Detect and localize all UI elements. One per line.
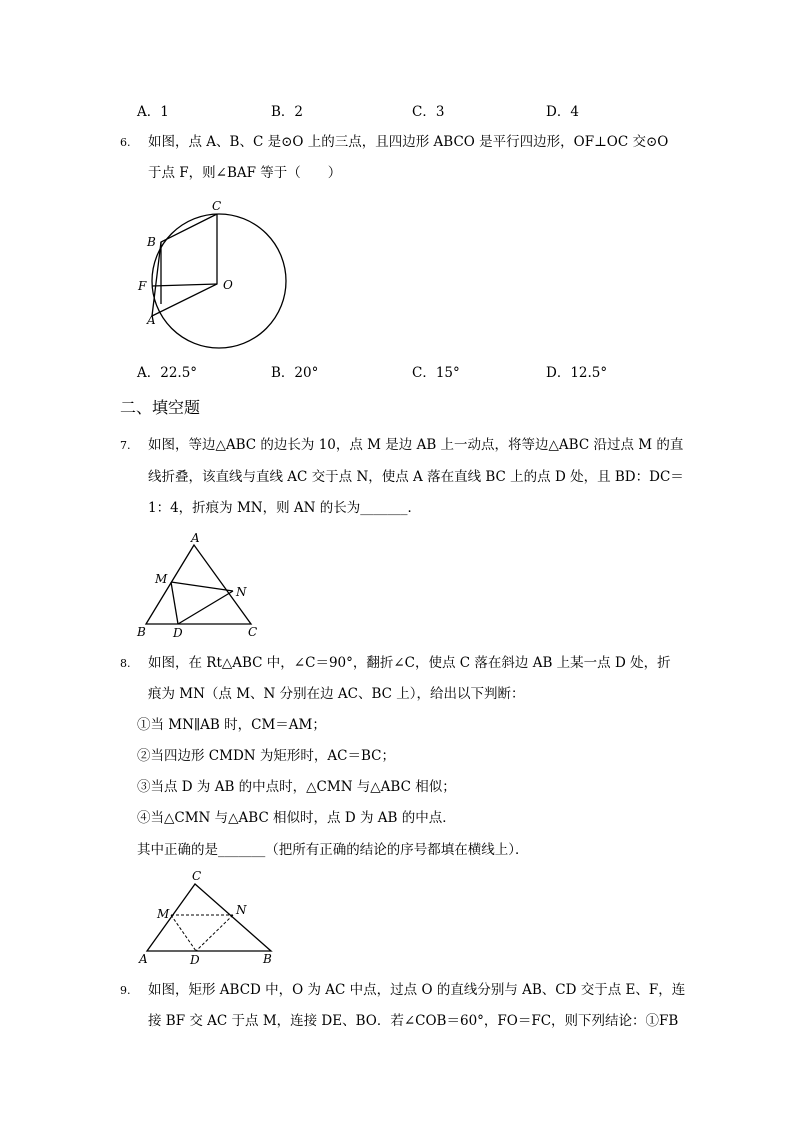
q5-option-d: D．4 [546,104,579,120]
q6-option-d: D．12.5° [546,365,608,381]
q6-label-f: F [138,279,147,293]
q8-text-line1: 如图，在 Rt△ABC 中，∠C＝90°，翻折∠C，使点 C 落在斜边 AB 上某一点 D 处，折 [148,655,671,671]
q8-text-line2: 痕为 MN（点 M、N 分别在边 AC、BC 上），给出以下判断： [148,686,525,702]
q7-label-n: N [236,585,247,599]
q8-judgement-4: ④当△CMN 与△ABC 相似时，点 D 为 AB 的中点． [137,810,456,826]
q8-label-b: B [263,952,272,966]
q7-label-c: C [248,625,258,639]
q6-label-c: C [212,199,222,213]
section-title: 二、填空题 [120,398,201,417]
q8-label-m: M [157,907,170,921]
q8-label-n: N [236,903,247,917]
q6-text-line2: 于点 F，则∠BAF 等于（ ） [148,165,342,181]
q7-text-line1: 如图，等边△ABC 的边长为 10，点 M 是边 AB 上一动点，将等边△ABC 沿过点 M 的直 [148,437,684,453]
q7-label-d: D [173,626,183,640]
q7-label-a: A [191,531,200,545]
q7-number: 7. [120,439,131,452]
q6-option-a: A．22.5° [137,365,198,381]
q6-option-c: C．15° [412,365,460,381]
q5-option-a: A．1 [137,104,169,120]
q7-label-b: B [137,625,146,639]
q9-text-line1: 如图，矩形 ABCD 中，O 为 AC 中点，过点 O 的直线分别与 AB、CD 交于点 E、F，连 [148,982,686,998]
q8-label-c: C [192,869,202,883]
q7-text-line2: 线折叠，该直线与直线 AC 交于点 N，使点 A 落在直线 BC 上的点 D 处，且 BD：DC＝ [148,469,684,485]
q6-number: 6. [120,136,131,149]
q8-judgement-3: ③当点 D 为 AB 的中点时，△CMN 与△ABC 相似； [137,779,456,795]
q6-label-b: B [147,235,156,249]
q6-option-b: B．20° [271,365,319,381]
q8-label-a: A [139,952,148,966]
q7-text-line3: 1：4，折痕为 MN，则 AN 的长为_______． [148,500,421,516]
q5-option-b: B．2 [271,104,304,120]
q8-conclusion: 其中正确的是_______（把所有正确的结论的序号都填在横线上）． [137,842,529,858]
q5-option-c: C．3 [412,104,445,120]
q7-label-m: M [155,572,168,586]
q8-label-d: D [190,953,200,967]
q9-text-line2: 接 BF 交 AC 于点 M，连接 DE、BO．若∠COB＝60°，FO＝FC，则下列结论：①FB [148,1013,679,1029]
q8-judgement-1: ①当 MN∥AB 时，CM＝AM； [137,717,326,733]
q6-label-a: A [147,313,156,327]
q6-label-o: O [223,278,233,292]
q9-number: 9. [120,984,131,997]
q6-text-line1: 如图，点 A、B、C 是⊙O 上的三点，且四边形 ABCO 是平行四边形，OF⊥OC 交⊙O [148,134,669,150]
q8-number: 8. [120,657,131,670]
q8-judgement-2: ②当四边形 CMDN 为矩形时，AC＝BC； [137,748,395,764]
